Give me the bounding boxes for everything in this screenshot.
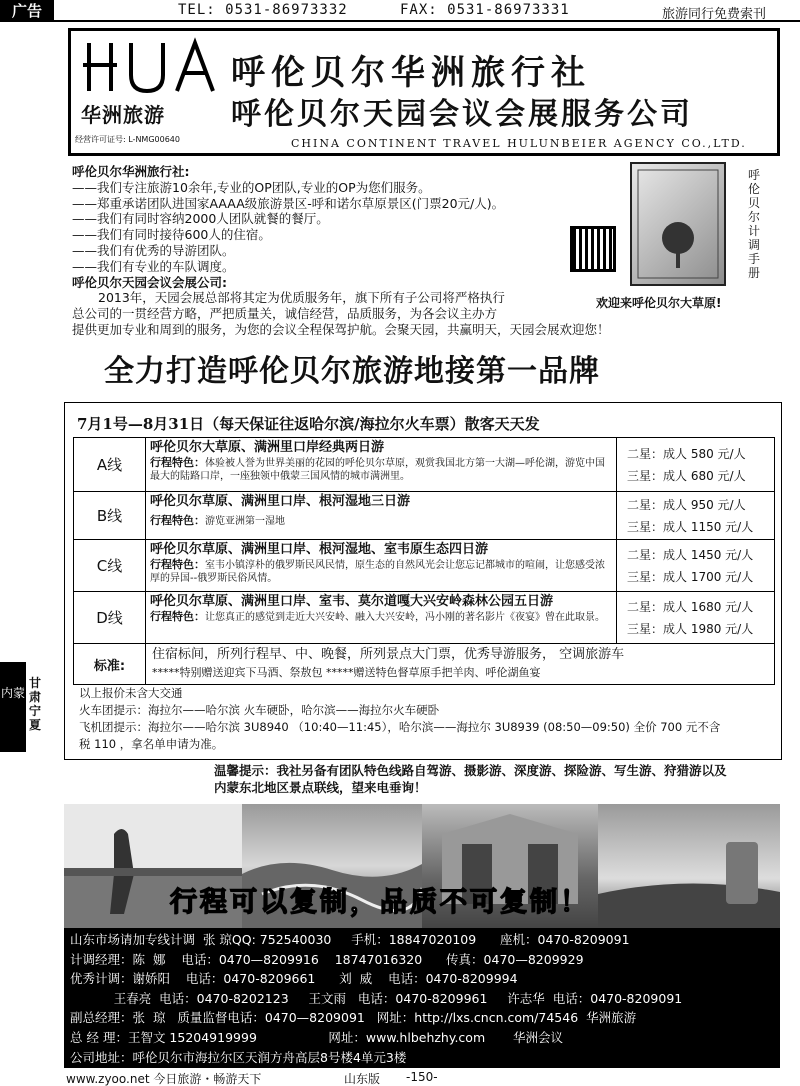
route-title: 呼伦贝尔大草原、满洲里口岸经典两日游: [150, 440, 385, 455]
scenic-stone-photo: [598, 804, 780, 928]
contact-line: 总 经 理：王智文 15204919999 网址：www.hlbehzhy.com 华洲会议: [70, 1029, 563, 1045]
license-number: 经营许可证号: L-NMG00640: [75, 135, 180, 144]
note-line: 税 110 ，拿名单申请为准。: [79, 737, 224, 751]
standard-line: 住宿标间，所列行程早、中、晚餐，所列景点大门票，优秀导游服务， 空调旅游车: [152, 647, 625, 662]
photo-caption: 行程可以复制，品质不可复制！: [170, 887, 590, 918]
page-number: -150-: [406, 1070, 438, 1084]
table-row: [74, 438, 775, 492]
side-tab-inner-mongolia: 内蒙: [0, 662, 26, 752]
route-feature: 游览亚洲第一湿地: [205, 516, 285, 527]
price-two-star: 二星：成人 1680 元/人: [627, 599, 754, 614]
feature-label: 行程特色：: [150, 456, 205, 469]
price-three-star: 三星：成人 1700 元/人: [627, 569, 754, 584]
contact-block: [64, 928, 780, 1068]
contact-line: 计调经理：陈 娜 电话：0470—8209916 18747016320 传真：0470—8209929: [70, 951, 584, 967]
route-name: B线: [74, 492, 146, 540]
contact-line: 副总经理：张 琼 质量监督电话：0470—8209091 网址：http://lxs.cncn.com/74546 华洲旅游: [70, 1010, 637, 1026]
footer-site: www.zyoo.net 今日旅游・畅游天下: [66, 1072, 262, 1086]
note-line: 以上报价未含大交通: [79, 686, 183, 700]
welcome-text: 欢迎来呼伦贝尔大草原!: [596, 296, 722, 310]
tour-table: [73, 437, 775, 685]
table-row: [74, 644, 775, 685]
intro-point: ——郑重承诺团队进国家AAAA级旅游景区-呼和诺尔草原景区(门票20元/人)。: [72, 195, 505, 211]
fax-number: FAX: 0531-86973331: [400, 2, 570, 18]
english-title: CHINA CONTINENT TRAVEL HULUNBEIER AGENCY CO.,LTD.: [291, 137, 747, 150]
feature-label: 行程特色：: [150, 514, 205, 527]
qr-code-icon: [570, 226, 616, 272]
top-bar: [0, 0, 800, 22]
price-three-star: 三星：成人 1150 元/人: [627, 519, 754, 534]
contact-line: 王春亮 电话：0470-8202123 王文雨 电话：0470-8209961 许志华 电话：0470-8209091: [70, 990, 683, 1006]
footer-edition: 山东版: [344, 1072, 381, 1086]
tour-date-line: 7月1号—8月31日（每天保证往返哈尔滨/海拉尔火车票）散客天天发: [77, 415, 540, 433]
manual-cover-image: [630, 162, 726, 286]
price-two-star: 二星：成人 1450 元/人: [627, 547, 754, 562]
agency-header: [68, 28, 780, 156]
route-name: C线: [74, 540, 146, 592]
page-footer: [60, 1068, 800, 1086]
tip-line: 温馨提示：我社另备有团队特色线路自驾游、摄影游、深度游、探险游、写生游、狩猎游以及: [214, 763, 727, 778]
tip-line: 内蒙东北地区景点联线，望来电垂询！: [214, 780, 427, 795]
company-text: 总公司的一贯经营方略，严把质量关，诚信经营，品质服务，为各会议主办方: [72, 306, 498, 322]
intro-section: [72, 164, 610, 338]
warm-tip: [214, 762, 778, 796]
table-row: [74, 540, 775, 592]
logo-name: 华洲旅游: [81, 103, 165, 127]
company-text: 提供更加专业和周到的服务，为您的会议全程保驾护航。会聚天园，共赢明天，天园会展欢迎您！: [72, 321, 610, 337]
contact-line: 公司地址：呼伦贝尔市海拉尔区天润方舟高层8号楼4单元3楼: [70, 1049, 407, 1065]
manual-label: 呼伦贝尔计调手册: [747, 168, 760, 280]
index-label: 旅游同行免费索刊: [662, 7, 767, 22]
tour-price-box: [64, 402, 782, 760]
route-title: 呼伦贝尔草原、满洲里口岸、室韦、莫尔道嘎大兴安岭森林公园五日游: [150, 594, 554, 609]
price-two-star: 二星：成人 580 元/人: [627, 446, 746, 461]
intro-point: ——我们专注旅游10余年,专业的OP团队,专业的OP为您们服务。: [72, 179, 431, 195]
note-line: 火车团提示：海拉尔——哈尔滨 火车硬卧，哈尔滨——海拉尔火车硬卧: [79, 703, 440, 717]
company-label: 呼伦贝尔天园会议会展公司:: [72, 274, 227, 290]
route-name: A线: [74, 438, 146, 492]
telephone-number: TEL: 0531-86973332: [178, 2, 348, 18]
route-feature: 体验被人誉为世界美丽的花园的呼伦贝尔草原，观赏我国北方第一大湖—呼伦湖，游览中国最大的陆路口岸，一座独领中俄蒙三国风情的城市满洲里。: [150, 458, 605, 482]
standard-label: 标准:: [74, 644, 146, 685]
standard-gift-line: *****特别赠送迎宾下马酒、祭敖包 *****赠送特色督草原手把羊肉、呼伦湖鱼宴: [152, 666, 541, 679]
price-three-star: 三星：成人 1980 元/人: [627, 621, 754, 636]
feature-label: 行程特色：: [150, 558, 205, 571]
route-name: D线: [74, 592, 146, 644]
agency-title: 呼伦贝尔华洲旅行社: [231, 53, 591, 93]
feature-label: 行程特色：: [150, 610, 205, 623]
price-three-star: 三星：成人 680 元/人: [627, 468, 746, 483]
slogan: 全力打造呼伦贝尔旅游地接第一品牌: [104, 354, 600, 389]
company-text: 2013年，天园会展总部将其定为优质服务年，旗下所有子公司将严格执行: [98, 290, 505, 306]
intro-point: ——我们有专业的车队调度。: [72, 258, 235, 274]
contact-line: 优秀计调：谢娇阳 电话：0470-8209661 刘 威 电话：0470-8209994: [70, 971, 518, 987]
table-row: [74, 592, 775, 644]
company-title: 呼伦贝尔天园会议会展服务公司: [231, 97, 693, 132]
route-feature: 让您真正的感觉到走近大兴安岭、融入大兴安岭，冯小刚的著名影片《夜宴》曾在此取景。: [205, 612, 605, 623]
price-two-star: 二星：成人 950 元/人: [627, 497, 746, 512]
note-line: 飞机团提示：海拉尔——哈尔滨 3U8940 （10:40—11:45），哈尔滨——海拉尔 3U8939 (08:50—09:50) 全价 700 元不含: [79, 720, 721, 734]
intro-point: ——我们有优秀的导游团队。: [72, 242, 235, 258]
route-title: 呼伦贝尔草原、满洲里口岸、根河湿地、室韦原生态四日游: [150, 542, 489, 557]
agency-label: 呼伦贝尔华洲旅行社:: [72, 164, 190, 179]
intro-point: ——我们有同时容纳2000人团队就餐的餐厅。: [72, 211, 329, 227]
route-feature: 室韦小镇淳朴的俄罗斯民风民情，原生态的自然风光会让您忘记都城市的喧闹，让您感受浓厚的异国--俄罗斯民俗风情。: [150, 560, 605, 584]
intro-point: ——我们有同时接待600人的住宿。: [72, 227, 271, 243]
table-row: [74, 492, 775, 540]
side-tab-gansu-ningxia: 甘肃宁夏: [28, 676, 41, 732]
ad-tag: 广告: [0, 0, 54, 22]
transport-notes: [79, 685, 779, 753]
route-title: 呼伦贝尔草原、满洲里口岸、根河湿地三日游: [150, 494, 411, 509]
contact-line: 山东市场请加专线计调 张 琼QQ: 752540030 手机：18847020109 座机：0470-8209091: [70, 932, 630, 947]
